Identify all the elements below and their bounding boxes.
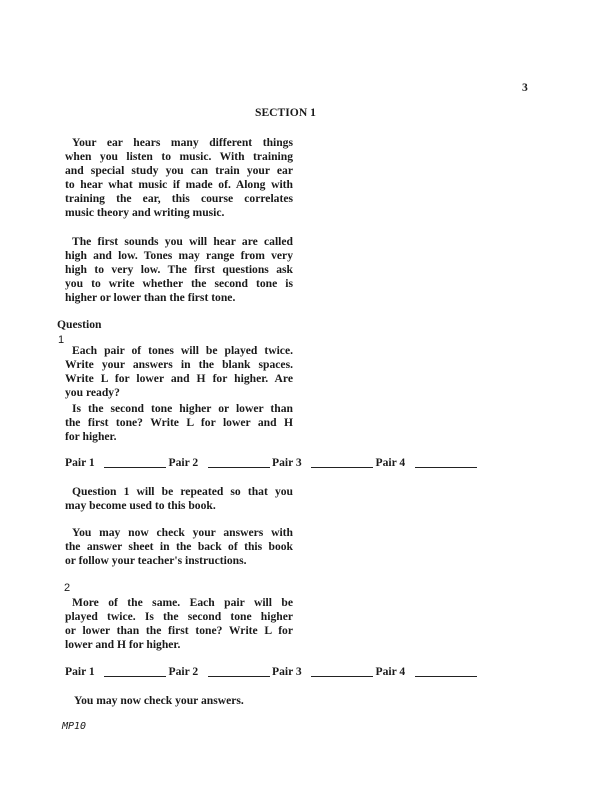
question-2-number: 2 xyxy=(64,582,71,594)
text-line: the first tone? Write L for lower and H xyxy=(65,416,293,429)
question-1-answer-row xyxy=(65,456,485,470)
question-2-check-note: You may now check your answers. xyxy=(74,694,244,707)
answer-blank[interactable] xyxy=(311,467,373,468)
section-title: SECTION 1 xyxy=(255,106,316,119)
text-line: Write your answers in the blank spaces. xyxy=(65,358,293,371)
intro-paragraph-2 xyxy=(65,235,293,305)
text-line: Each pair of tones will be played twice. xyxy=(72,344,293,357)
text-line: Is the second tone higher or lower than xyxy=(72,402,293,415)
answer-blank[interactable] xyxy=(415,676,477,677)
question-1-prompt xyxy=(65,402,293,444)
text-line: played twice. Is the second tone higher xyxy=(65,610,293,623)
text-line: when you listen to music. With training xyxy=(65,150,293,163)
question-label: Question xyxy=(57,318,102,331)
answer-blank[interactable] xyxy=(208,676,270,677)
pair-label: Pair 4 xyxy=(375,665,406,678)
answer-blank[interactable] xyxy=(311,676,373,677)
question-1-number: 1 xyxy=(58,334,65,346)
text-line: Your ear hears many different things xyxy=(72,136,293,149)
text-line: More of the same. Each pair will be xyxy=(72,596,293,609)
answer-blank[interactable] xyxy=(415,467,477,468)
answer-blank[interactable] xyxy=(104,676,166,677)
text-line: for higher. xyxy=(65,430,117,443)
text-line: training the ear, this course correlates xyxy=(65,192,293,205)
text-line: you to write whether the second tone is xyxy=(65,277,293,290)
question-2-answer-row xyxy=(65,665,485,679)
answer-blank[interactable] xyxy=(208,467,270,468)
text-line: the answer sheet in the back of this book xyxy=(65,540,293,553)
text-line: you ready? xyxy=(65,386,120,399)
text-line: high to very low. The first questions ask xyxy=(65,263,293,276)
text-line: Write L for lower and H for higher. Are xyxy=(65,372,293,385)
text-line: to hear what music if made of. Along with xyxy=(65,178,293,191)
text-line: may become used to this book. xyxy=(65,499,216,512)
text-line: higher or lower than the first tone. xyxy=(65,291,236,304)
question-1-check-note xyxy=(65,526,293,568)
text-line: You may now check your answers with xyxy=(72,526,293,539)
page-number: 3 xyxy=(522,81,528,94)
text-line: or lower than the first tone? Write L for xyxy=(65,624,293,637)
question-2-instructions xyxy=(65,596,293,652)
pair-label: Pair 4 xyxy=(375,456,406,469)
question-1-instructions xyxy=(65,344,293,400)
text-line: lower and H for higher. xyxy=(65,638,181,651)
text-line: Question 1 will be repeated so that you xyxy=(72,485,293,498)
pair-label: Pair 1 xyxy=(65,456,95,469)
pair-label: Pair 2 xyxy=(168,456,199,469)
pair-label: Pair 2 xyxy=(168,665,199,678)
pair-label: Pair 1 xyxy=(65,665,95,678)
answer-blank[interactable] xyxy=(104,467,166,468)
text-line: The first sounds you will hear are called xyxy=(72,235,293,248)
pair-label: Pair 3 xyxy=(272,456,302,469)
text-line: high and low. Tones may range from very xyxy=(65,249,293,262)
text-line: music theory and writing music. xyxy=(65,206,225,219)
text-line: or follow your teacher's instructions. xyxy=(65,554,247,567)
intro-paragraph-1 xyxy=(65,136,293,220)
text-line: and special study you can train your ear xyxy=(65,164,293,177)
pair-label: Pair 3 xyxy=(272,665,302,678)
footer-code: MP10 xyxy=(62,721,87,732)
question-1-repeat-note xyxy=(65,485,293,513)
